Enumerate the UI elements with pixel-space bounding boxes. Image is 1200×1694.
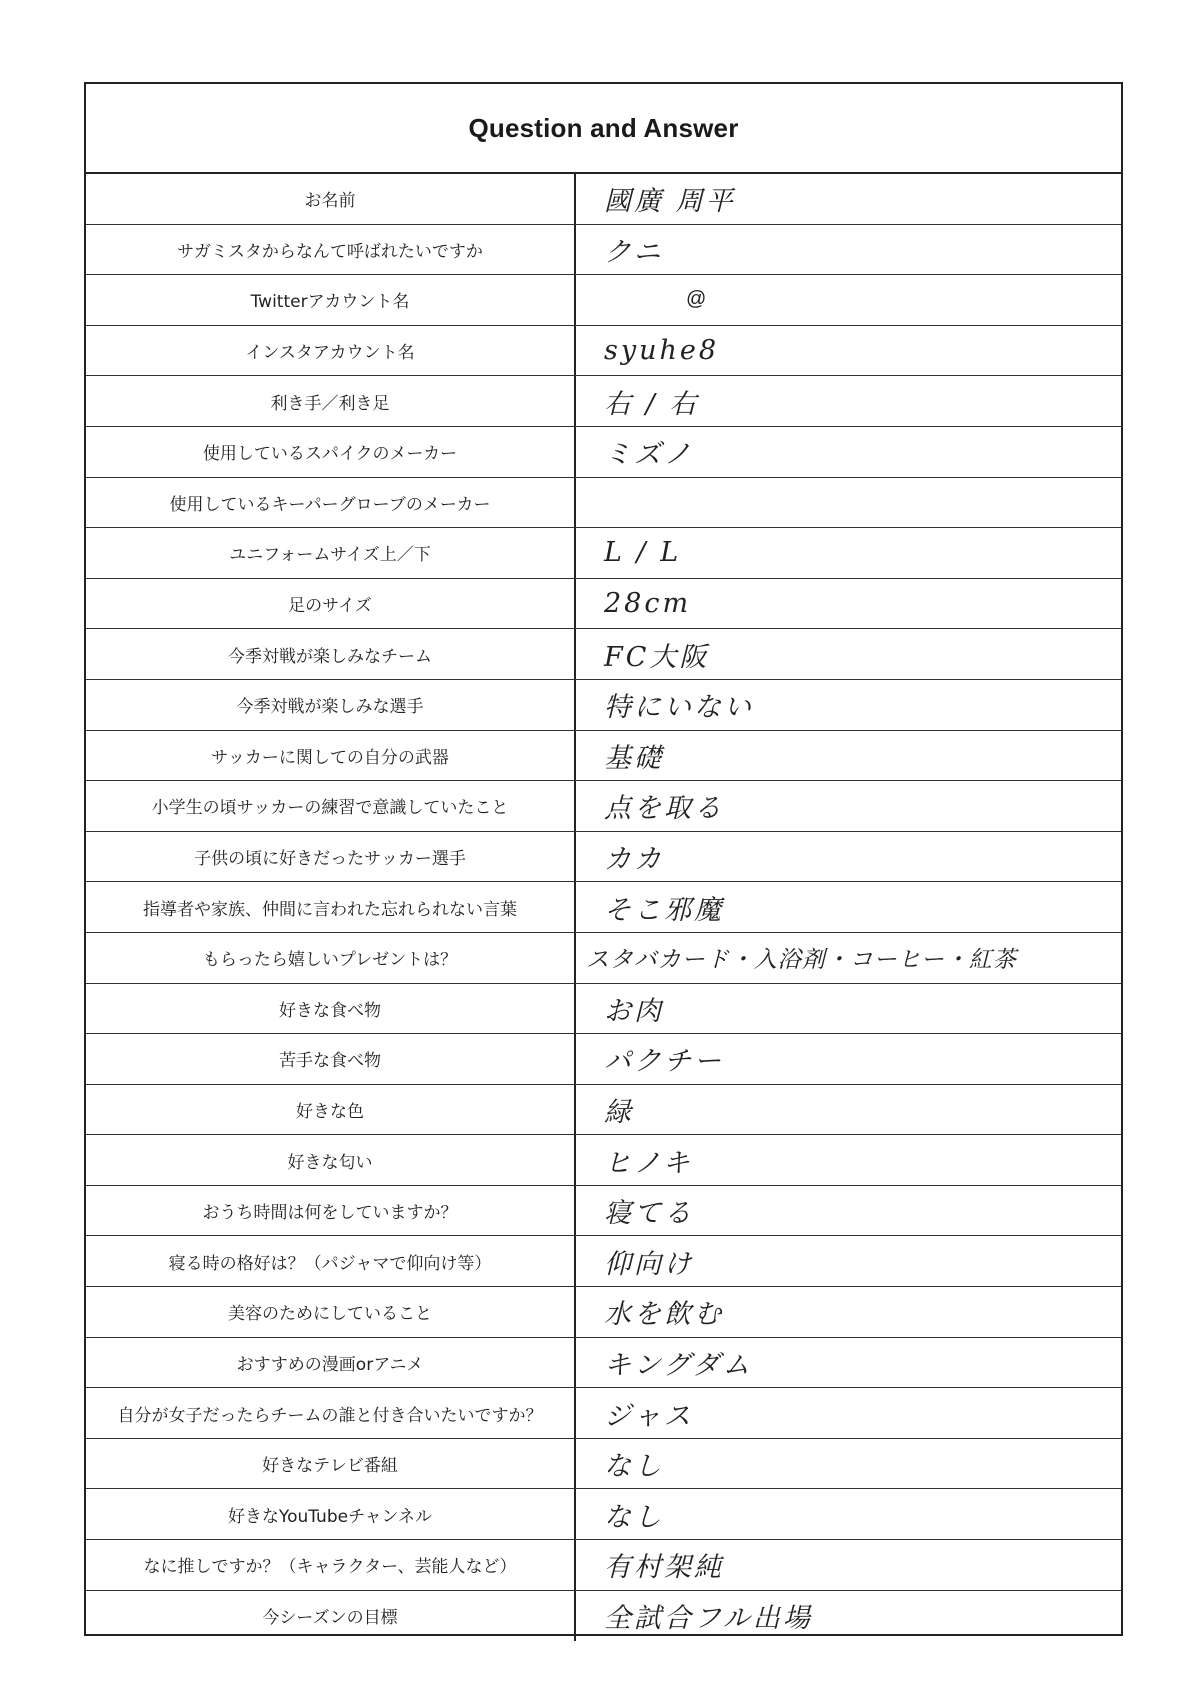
question-label: おすすめの漫画orアニメ: [86, 1338, 576, 1388]
question-label: お名前: [86, 174, 576, 224]
qa-row: [86, 882, 1121, 933]
answer-value: 特にいない: [604, 692, 754, 724]
qa-row: [86, 781, 1121, 832]
answer-value: @: [686, 288, 710, 311]
question-label: 小学生の頃サッカーの練習で意識していたこと: [86, 781, 576, 831]
question-label: 使用しているスパイクのメーカー: [86, 427, 576, 477]
answer-value: パクチー: [604, 1046, 724, 1078]
question-label: インスタアカウント名: [86, 326, 576, 376]
qa-row: [86, 933, 1121, 984]
qa-row: [86, 174, 1121, 225]
sheet-title: Question and Answer: [86, 84, 1121, 174]
qa-sheet: [84, 82, 1123, 1636]
qa-row: [86, 1186, 1121, 1237]
answer-value: なし: [604, 1451, 664, 1483]
question-label: 苦手な食べ物: [86, 1034, 576, 1084]
answer-value: ヒノキ: [604, 1147, 693, 1179]
qa-row: [86, 1388, 1121, 1439]
qa-row: [86, 1236, 1121, 1287]
question-label: ユニフォームサイズ上／下: [86, 528, 576, 578]
answer-value: カカ: [604, 844, 664, 876]
qa-row: [86, 731, 1121, 782]
question-label: サッカーに関しての自分の武器: [86, 731, 576, 781]
question-label: 子供の頃に好きだったサッカー選手: [86, 832, 576, 882]
answer-value: お肉: [604, 995, 664, 1027]
answer-value: syuhe8: [604, 335, 720, 367]
answer-value: キングダム: [604, 1349, 753, 1381]
answer-value: 右 / 右: [604, 388, 700, 420]
qa-row: [86, 1540, 1121, 1591]
answer-value: FC大阪: [604, 641, 710, 673]
qa-row: [86, 528, 1121, 579]
question-label: 使用しているキーパーグローブのメーカー: [86, 478, 576, 528]
question-label: 美容のためにしていること: [86, 1287, 576, 1337]
answer-value: そこ邪魔: [604, 894, 724, 926]
qa-row: [86, 275, 1121, 326]
qa-row: [86, 427, 1121, 478]
qa-row: [86, 832, 1121, 883]
answer-value: ミズノ: [604, 439, 694, 471]
answer-value: L / L: [604, 537, 682, 569]
question-label: 寝る時の格好は？（パジャマで仰向け等）: [86, 1236, 576, 1286]
qa-row: [86, 1135, 1121, 1186]
answer-value: 緑: [604, 1096, 634, 1128]
question-label: 利き手／利き足: [86, 376, 576, 426]
answer-value: なし: [604, 1501, 664, 1533]
answer-value: [576, 478, 1121, 528]
question-label: サガミスタからなんて呼ばれたいですか: [86, 225, 576, 275]
qa-row: [86, 1338, 1121, 1389]
qa-row: [86, 984, 1121, 1035]
question-label: もらったら嬉しいプレゼントは？: [86, 933, 576, 983]
answer-value: 水を飲む: [604, 1299, 724, 1331]
question-label: Twitterアカウント名: [86, 275, 576, 325]
question-label: 好きなYouTubeチャンネル: [86, 1489, 576, 1539]
qa-row: [86, 326, 1121, 377]
qa-row: [86, 1085, 1121, 1136]
qa-row: [86, 1439, 1121, 1490]
answer-value: スタバカード・入浴剤・コーヒー・紅茶: [586, 947, 1017, 974]
qa-row: [86, 680, 1121, 731]
question-label: 指導者や家族、仲間に言われた忘れられない言葉: [86, 882, 576, 932]
question-label: 好きな食べ物: [86, 984, 576, 1034]
qa-row: [86, 225, 1121, 276]
answer-value: 國廣 周平: [604, 186, 736, 218]
qa-row: [86, 579, 1121, 630]
answer-value: 基礎: [604, 742, 664, 774]
qa-row: [86, 1489, 1121, 1540]
qa-row: [86, 1591, 1121, 1642]
qa-row: [86, 1287, 1121, 1338]
question-label: 好きなテレビ番組: [86, 1439, 576, 1489]
answer-value: ジャス: [604, 1400, 694, 1432]
question-label: 足のサイズ: [86, 579, 576, 629]
question-label: 自分が女子だったらチームの誰と付き合いたいですか？: [86, 1388, 576, 1438]
qa-row: [86, 376, 1121, 427]
question-label: なに推しですか？（キャラクター、芸能人など）: [86, 1540, 576, 1590]
question-label: 今季対戦が楽しみなチーム: [86, 629, 576, 679]
qa-row: [86, 629, 1121, 680]
question-label: 今シーズンの目標: [86, 1591, 576, 1642]
answer-value: 仰向け: [604, 1248, 694, 1280]
question-label: 好きな匂い: [86, 1135, 576, 1185]
question-label: 好きな色: [86, 1085, 576, 1135]
question-label: おうち時間は何をしていますか？: [86, 1186, 576, 1236]
answer-value: 有村架純: [604, 1552, 724, 1584]
answer-value: 寝てる: [604, 1198, 694, 1230]
answer-value: 全試合フル出場: [604, 1603, 813, 1635]
qa-row: [86, 1034, 1121, 1085]
question-label: 今季対戦が楽しみな選手: [86, 680, 576, 730]
answer-value: 点を取る: [604, 793, 724, 825]
answer-value: 28cm: [604, 588, 692, 620]
answer-value: クニ: [604, 236, 664, 268]
qa-row: [86, 478, 1121, 529]
